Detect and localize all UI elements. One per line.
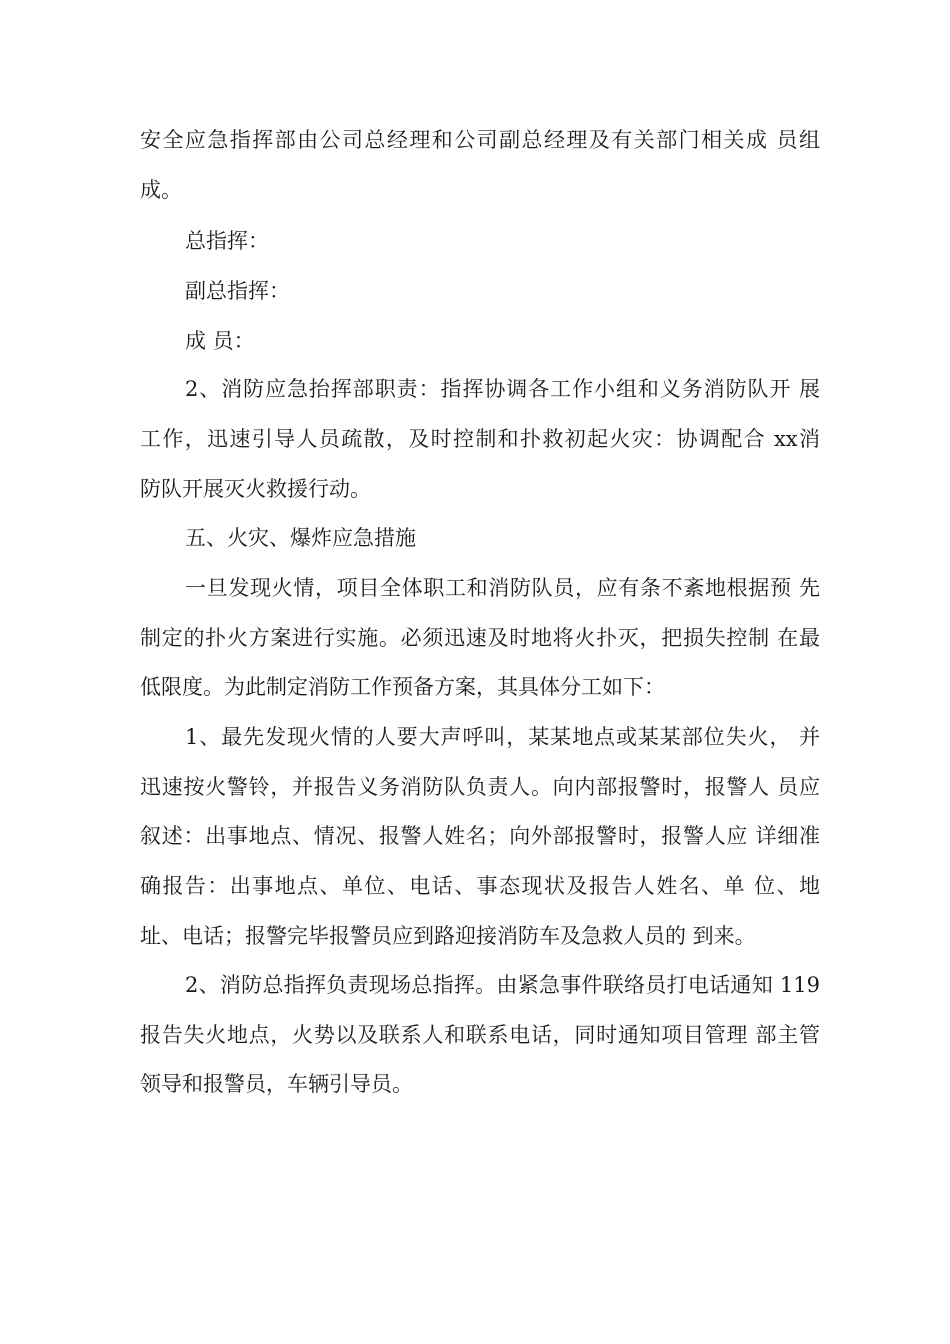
paragraph-line: 低限度。为此制定消防工作预备方案，其具体分工如下：: [140, 675, 665, 699]
paragraph-line: 2、消防应急抬挥部职责：指挥协调各工作小组和义务消防队开 展: [185, 377, 820, 401]
paragraph-line: 2、消防总指挥负责现场总指挥。由紧急事件联络员打电话通知 119: [185, 973, 820, 997]
paragraph-line: 一旦发现火情，项目全体职工和消防队员，应有条不紊地根据预 先: [185, 576, 820, 600]
paragraph-line: 叙述：出事地点、情况、报警人姓名；向外部报警时，报警人应 详细准: [140, 824, 820, 848]
paragraph-line: 工作，迅速引导人员疏散，及时控制和扑救初起火灾：协调配合 xx消: [140, 427, 820, 451]
paragraph-line: 防队开展灭火救援行动。: [140, 477, 371, 501]
paragraph-line: 报告失火地点，火势以及联系人和联系电话，同时通知项目管理 部主管: [140, 1023, 820, 1047]
paragraph-line: 确报告：出事地点、单位、电话、事态现状及报告人姓名、单 位、地: [140, 874, 820, 898]
paragraph-line: 领导和报警员，车辆引导员。: [140, 1072, 413, 1096]
paragraph-line: 成。: [140, 178, 182, 202]
paragraph-line: 1、最先发现火情的人要大声呼叫，某某地点或某某部位失火， 并: [185, 725, 820, 749]
paragraph-line: 安全应急指挥部由公司总经理和公司副总经理及有关部门相关成 员组: [140, 128, 820, 152]
role-label-members: 成 员：: [185, 329, 255, 353]
paragraph-line: 址、电话；报警完毕报警员应到路迎接消防车及急救人员的 到来。: [140, 924, 756, 948]
paragraph-line: 迅速按火警铃，并报告义务消防队负责人。向内部报警时，报警人 员应: [140, 775, 820, 799]
section-heading: 五、火灾、爆炸应急措施: [185, 526, 416, 550]
paragraph-line: 制定的扑火方案进行实施。必须迅速及时地将火扑灭，把损失控制 在最: [140, 626, 820, 650]
role-label-deputy: 副总指挥：: [185, 279, 290, 303]
role-label-chief: 总指挥：: [185, 229, 269, 253]
